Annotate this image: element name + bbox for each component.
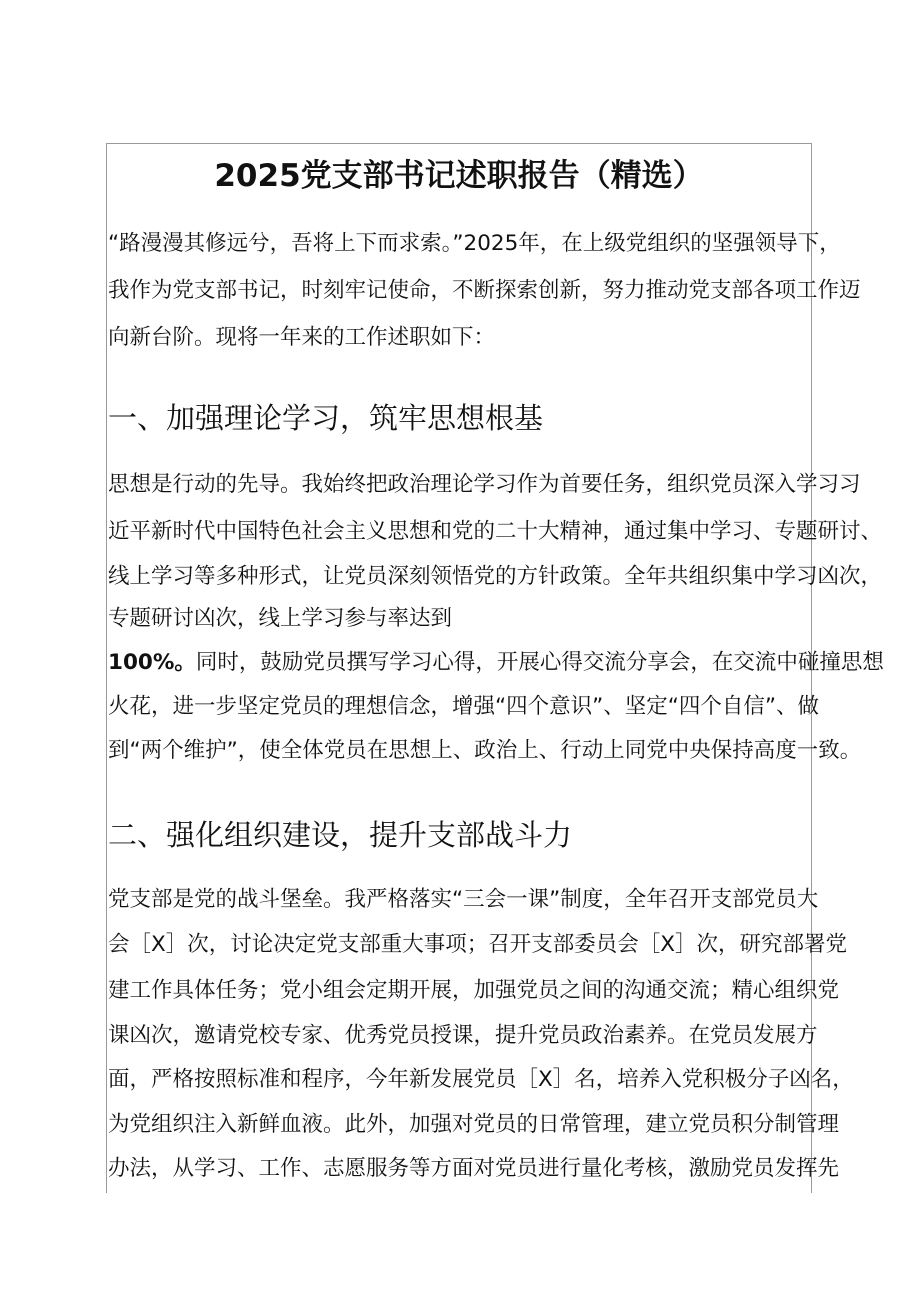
section1-line-3: 线上学习等多种形式，让党员深刻领悟党的方针政策。全年共组织集中学习凶次，: [108, 564, 883, 589]
section1-line-7: 到“两个维护”，使全体党员在思想上、政治上、行动上同党中央保持高度一致。: [108, 738, 862, 763]
section2-line-6: 为党组织注入新鲜血液。此外，加强对党员的日常管理，建立党员积分制管理: [108, 1112, 840, 1137]
document-title: 2025党支部书记述职报告（精选）: [214, 158, 704, 194]
percent-value: 100%。: [108, 650, 196, 675]
section1-line-1: 思想是行动的先导。我始终把政治理论学习作为首要任务，组织党员深入学习习: [108, 472, 861, 497]
section1-line-2: 近平新时代中国特色社会主义思想和党的二十大精神，通过集中学习、专题研讨、: [108, 519, 883, 544]
section2-line-5: 面，严格按照标准和程序，今年新发展党员［X］名，培养入党积极分子凶名，: [108, 1067, 854, 1092]
section2-line-3: 建工作具体任务；党小组会定期开展，加强党员之间的沟通交流；精心组织党: [108, 978, 840, 1003]
section2-line-2: 会［X］次，讨论决定党支部重大事项；召开支部委员会［X］次，研究部署党: [108, 932, 847, 957]
intro-line-2: 我作为党支部书记，时刻牢记使命，不断探索创新，努力推动党支部各项工作迈: [108, 278, 861, 303]
section2-heading: 二、强化组织建设，提升支部战斗力: [108, 818, 573, 852]
section2-line-4: 课凶次，邀请党校专家、优秀党员授课，提升党员政治素养。在党员发展方: [108, 1023, 818, 1048]
section1-line-5-text: 同时，鼓励党员撰写学习心得，开展心得交流分享会，在交流中碰撞思想: [195, 650, 884, 675]
intro-line-1: “路漫漫其修远兮，吾将上下而求索。”2025年，在上级党组织的坚强领导下，: [108, 231, 841, 256]
section1-heading: 一、加强理论学习，筑牢思想根基: [108, 401, 544, 435]
section1-line-5: [108, 648, 884, 678]
section2-line-7: 办法，从学习、工作、志愿服务等方面对党员进行量化考核，激励党员发挥先: [108, 1156, 840, 1181]
section1-line-6: 火花，进一步坚定党员的理想信念，增强“四个意识”、坚定“四个自信”、做: [108, 694, 820, 719]
section1-line-4: 专题研讨凶次，线上学习参与率达到: [108, 606, 453, 631]
section2-line-1: 党支部是党的战斗堡垒。我严格落实“三会一课”制度，全年召开支部党员大: [108, 887, 819, 912]
intro-line-3: 向新台阶。现将一年来的工作述职如下：: [108, 325, 496, 350]
